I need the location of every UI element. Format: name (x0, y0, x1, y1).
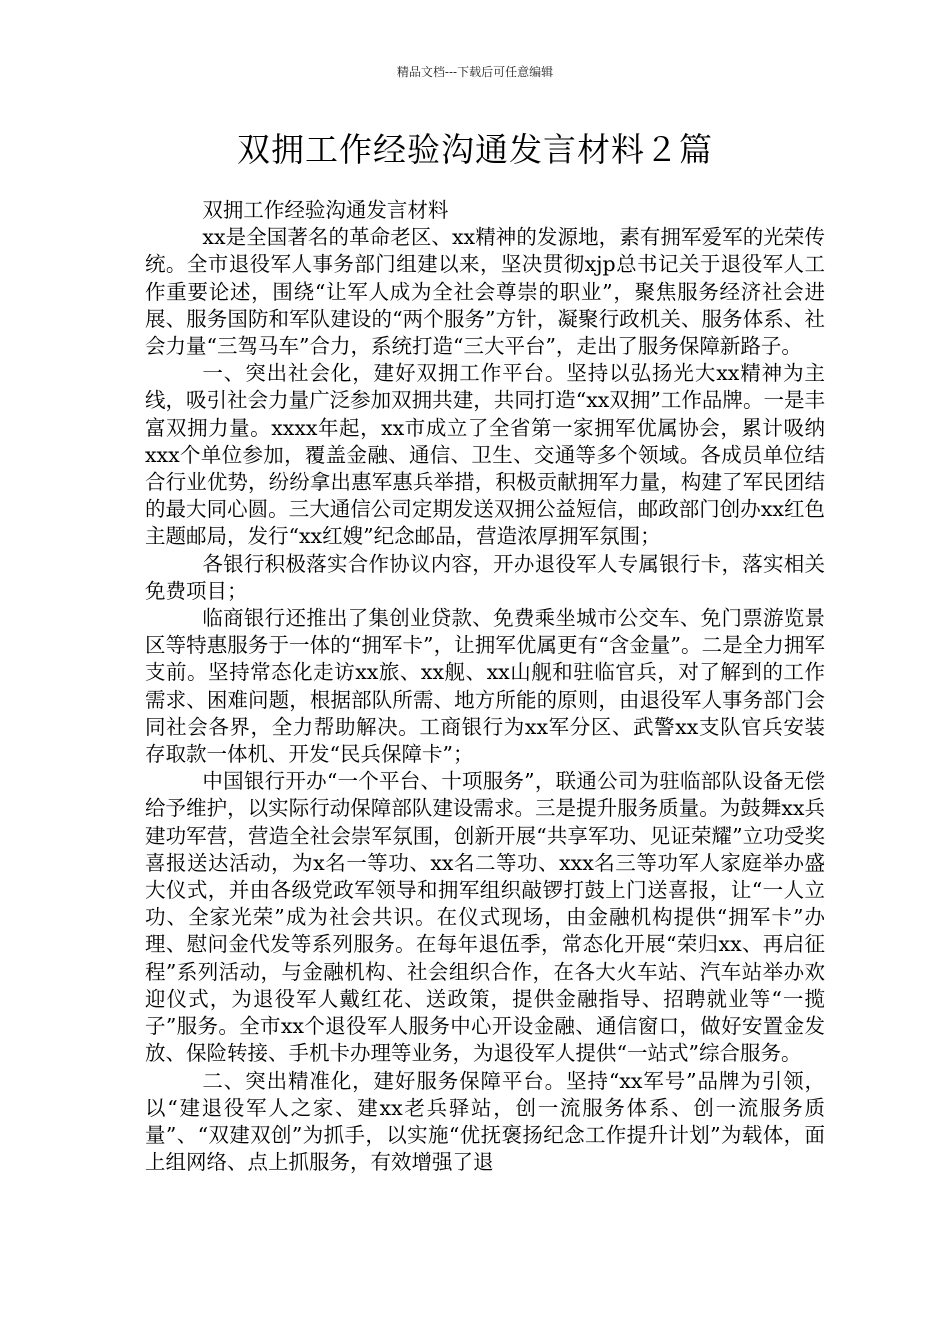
document-subtitle: 双拥工作经验沟通发言材料 (202, 198, 449, 222)
paragraph-section-one: 一、突出社会化，建好双拥工作平台。坚持以弘扬光大xx精神为主线，吸引社会力量广泛参加双拥共建，共同打造“xx双拥”工作品牌。一是丰富双拥力量。xxxx年起，xx市成立了全省第一家拥军优属协会，累计吸纳xxx个单位参加，覆盖金融、通信、卫生、交通等多个领域。各成员单位结合行业优势，纷纷拿出惠军惠兵举措，积极贡献拥军力量，构建了军民团结的最大同心圆。三大通信公司定期发送双拥公益短信，邮政部门创办xx红色主题邮局，发行“xx红嫂”纪念邮品，营造浓厚拥军氛围； (145, 361, 825, 549)
paragraph-bank-of-china: 中国银行开办“一个平台、十项服务”，联通公司为驻临部队设备无偿给予维护，以实际行动保障部队建设需求。三是提升服务质量。为鼓舞xx兵建功军营，营造全社会崇军氛围，创新开展“共享军功、见证荣耀”立功受奖喜报送达活动，为x名一等功、xx名二等功、xxx名三等功军人家庭举办盛大仪式，并由各级党政军领导和拥军组织敲锣打鼓上门送喜报，让“一人立功、全家光荣”成为社会共识。在仪式现场，由金融机构提供“拥军卡”办理、慰问金代发等系列服务。在每年退伍季，常态化开展“荣归xx、再启征程”系列活动，与金融机构、社会组织合作，在各大火车站、汽车站举办欢迎仪式，为退役军人戴红花、送政策，提供金融指导、招聘就业等“一揽子”服务。全市xx个退役军人服务中心开设金融、通信窗口，做好安置金发放、保险转接、手机卡办理等业务，为退役军人提供“一站式”综合服务。 (145, 769, 825, 1066)
paragraph-banks: 各银行积极落实合作协议内容，开办退役军人专属银行卡，落实相关免费项目； (145, 551, 825, 603)
paragraph-intro: xx是全国著名的革命老区、xx精神的发源地，素有拥军爱军的光荣传统。全市退役军人事务部门组建以来，坚决贯彻xjp总书记关于退役军人工作重要论述，围绕“让军人成为全社会尊崇的职业”，聚焦服务经济社会进展、服务国防和军队建设的“两个服务”方针，凝聚行政机关、服务体系、社会力量“三驾马车”合力，系统打造“三大平台”，走出了服务保障新路子。 (145, 225, 825, 359)
document-body (145, 197, 825, 1176)
paragraph-section-two: 二、突出精准化，建好服务保障平台。坚持“xx军号”品牌为引领，以“建退役军人之家、建xx老兵驿站，创一流服务体系、创一流服务质量”、“双建双创”为抓手，以实施“优抚褒扬纪念工作提升计划”为载体，面上组网络、点上抓服务，有效增强了退 (145, 1068, 825, 1175)
document-title: 双拥工作经验沟通发言材料２篇 (237, 130, 713, 169)
page-header: 精品文档---下载后可任意编辑 (396, 65, 554, 79)
paragraph-linshang-bank: 临商银行还推出了集创业贷款、免费乘坐城市公交车、免门票游览景区等特惠服务于一体的“拥军卡”，让拥军优属更有“含金量”。二是全力拥军支前。坚持常态化走访xx旅、xx舰、xx山舰和驻临官兵，对了解到的工作需求、困难问题，根据部队所需、地方所能的原则，由退役军人事务部门会同社会各界，全力帮助解决。工商银行为xx军分区、武警xx支队官兵安装存取款一体机、开发“民兵保障卡”； (145, 606, 825, 767)
